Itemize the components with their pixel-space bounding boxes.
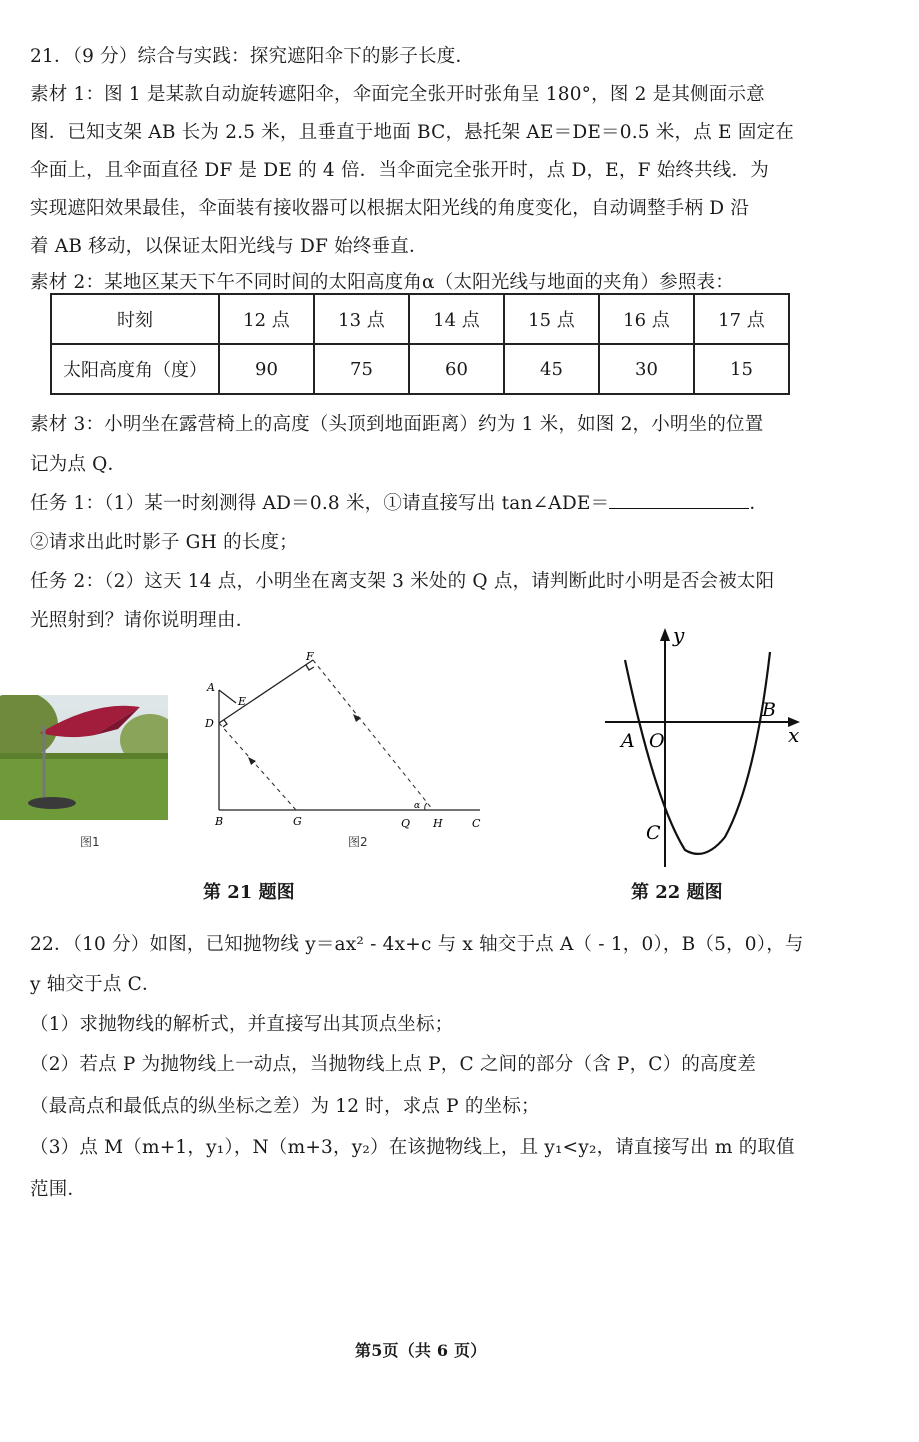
q22-line-6: （3）点 M（m+1，y₁），N（m+3，y₂）在该抛物线上，且 y₁<y₂，请直接写出 m 的取值: [30, 1137, 795, 1158]
label-E: E: [238, 695, 247, 708]
sun-angle-table: [50, 293, 790, 395]
table-header-time: 时刻: [51, 294, 219, 344]
q21-figure-title: 第 21 题图: [203, 882, 295, 903]
q21-task1-suffix: ．: [749, 493, 769, 514]
table-row-times: [51, 294, 789, 344]
table-cell: 90: [219, 344, 314, 394]
table-row-angles: [51, 344, 789, 394]
q21-task1-prefix: 任务 1：（1）某一时刻测得 AD＝0.8 米，①请直接写出 tan∠ADE＝: [30, 493, 610, 514]
parabola-graph: [595, 622, 810, 877]
q22-line-5: （最高点和最低点的纵坐标之差）为 12 时，求点 P 的坐标；: [30, 1096, 540, 1117]
table-cell: 17 点: [694, 294, 789, 344]
table-cell: 16 点: [599, 294, 694, 344]
q22-figure-title: 第 22 题图: [631, 882, 723, 903]
q22-line-4: （2）若点 P 为抛物线上一动点，当抛物线上点 P，C 之间的部分（含 P，C）的高度差: [30, 1054, 757, 1075]
label-C: C: [472, 817, 481, 830]
label-Q: Q: [401, 817, 411, 830]
q21-material2: 素材 2：某地区某天下午不同时间的太阳高度角α（太阳光线与地面的夹角）参照表：: [30, 272, 734, 293]
q22-line-3: （1）求抛物线的解析式，并直接写出其顶点坐标；: [30, 1014, 454, 1035]
q21-task2-line-2: 光照射到？请你说明理由．: [30, 610, 255, 631]
table-cell: 60: [409, 344, 504, 394]
label-G: G: [293, 815, 302, 828]
q21-task1-part2: ②请求出此时影子 GH 的长度；: [30, 532, 298, 553]
umbrella-photo: [0, 695, 168, 820]
table-cell: 13 点: [314, 294, 409, 344]
q22-line-2: y 轴交于点 C．: [30, 974, 161, 995]
umbrella-diagram: [196, 645, 496, 835]
label-B: B: [215, 815, 224, 828]
fig1-caption: 图1: [80, 835, 100, 849]
table-cell: 30: [599, 344, 694, 394]
label-x-axis: x: [788, 723, 800, 747]
label-point-B: B: [762, 699, 776, 721]
page-footer: 第5页（共 6 页）: [355, 1341, 487, 1360]
label-point-C: C: [646, 822, 661, 844]
q21-material3-line-1: 素材 3：小明坐在露营椅上的高度（头顶到地面距离）约为 1 米，如图 2，小明坐的位置: [30, 414, 764, 435]
label-point-A: A: [621, 730, 635, 752]
table-cell: 45: [504, 344, 599, 394]
q21-material1-line-2: 图．已知支架 AB 长为 2.5 米，且垂直于地面 BC，悬托架 AE＝DE＝0.5 米，点 E 固定在: [30, 122, 794, 143]
label-F: F: [306, 650, 314, 663]
label-A: A: [207, 681, 215, 694]
q21-header: 21．（9 分）综合与实践：探究遮阳伞下的影子长度．: [30, 46, 475, 67]
label-origin-O: O: [649, 730, 665, 752]
table-cell: 12 点: [219, 294, 314, 344]
q21-material1-line-4: 实现遮阳效果最佳，伞面装有接收器可以根据太阳光线的角度变化，自动调整手柄 D 沿: [30, 198, 750, 219]
table-cell: 15: [694, 344, 789, 394]
label-alpha: α: [414, 801, 421, 811]
q21-material1-line-5: 着 AB 移动，以保证太阳光线与 DF 始终垂直．: [30, 236, 428, 257]
q22-line-1: 22．（10 分）如图，已知抛物线 y＝ax² - 4x+c 与 x 轴交于点 A（ - 1，0），B（5，0），与: [30, 934, 804, 955]
q21-material1-line-1: 素材 1：图 1 是某款自动旋转遮阳伞，伞面完全张开时张角呈 180°，图 2 是其侧面示意: [30, 84, 765, 105]
q21-material3-line-2: 记为点 Q．: [30, 454, 127, 475]
label-H: H: [433, 817, 443, 830]
q22-line-7: 范围．: [30, 1179, 87, 1200]
q21-task2-line-1: 任务 2：（2）这天 14 点，小明坐在离支架 3 米处的 Q 点，请判断此时小明是否会被太阳: [30, 571, 775, 592]
label-D: D: [205, 717, 214, 730]
label-y-axis: y: [673, 623, 685, 647]
table-cell: 14 点: [409, 294, 504, 344]
table-cell: 75: [314, 344, 409, 394]
q21-material1-line-3: 伞面上，且伞面直径 DF 是 DE 的 4 倍．当伞面完全张开时，点 D，E，F 始终共线．为: [30, 160, 769, 181]
table-cell: 15 点: [504, 294, 599, 344]
table-header-angle: 太阳高度角（度）: [51, 344, 219, 394]
fig2-caption: 图2: [348, 835, 368, 849]
q21-task1: [30, 489, 768, 515]
answer-blank[interactable]: [609, 492, 749, 509]
